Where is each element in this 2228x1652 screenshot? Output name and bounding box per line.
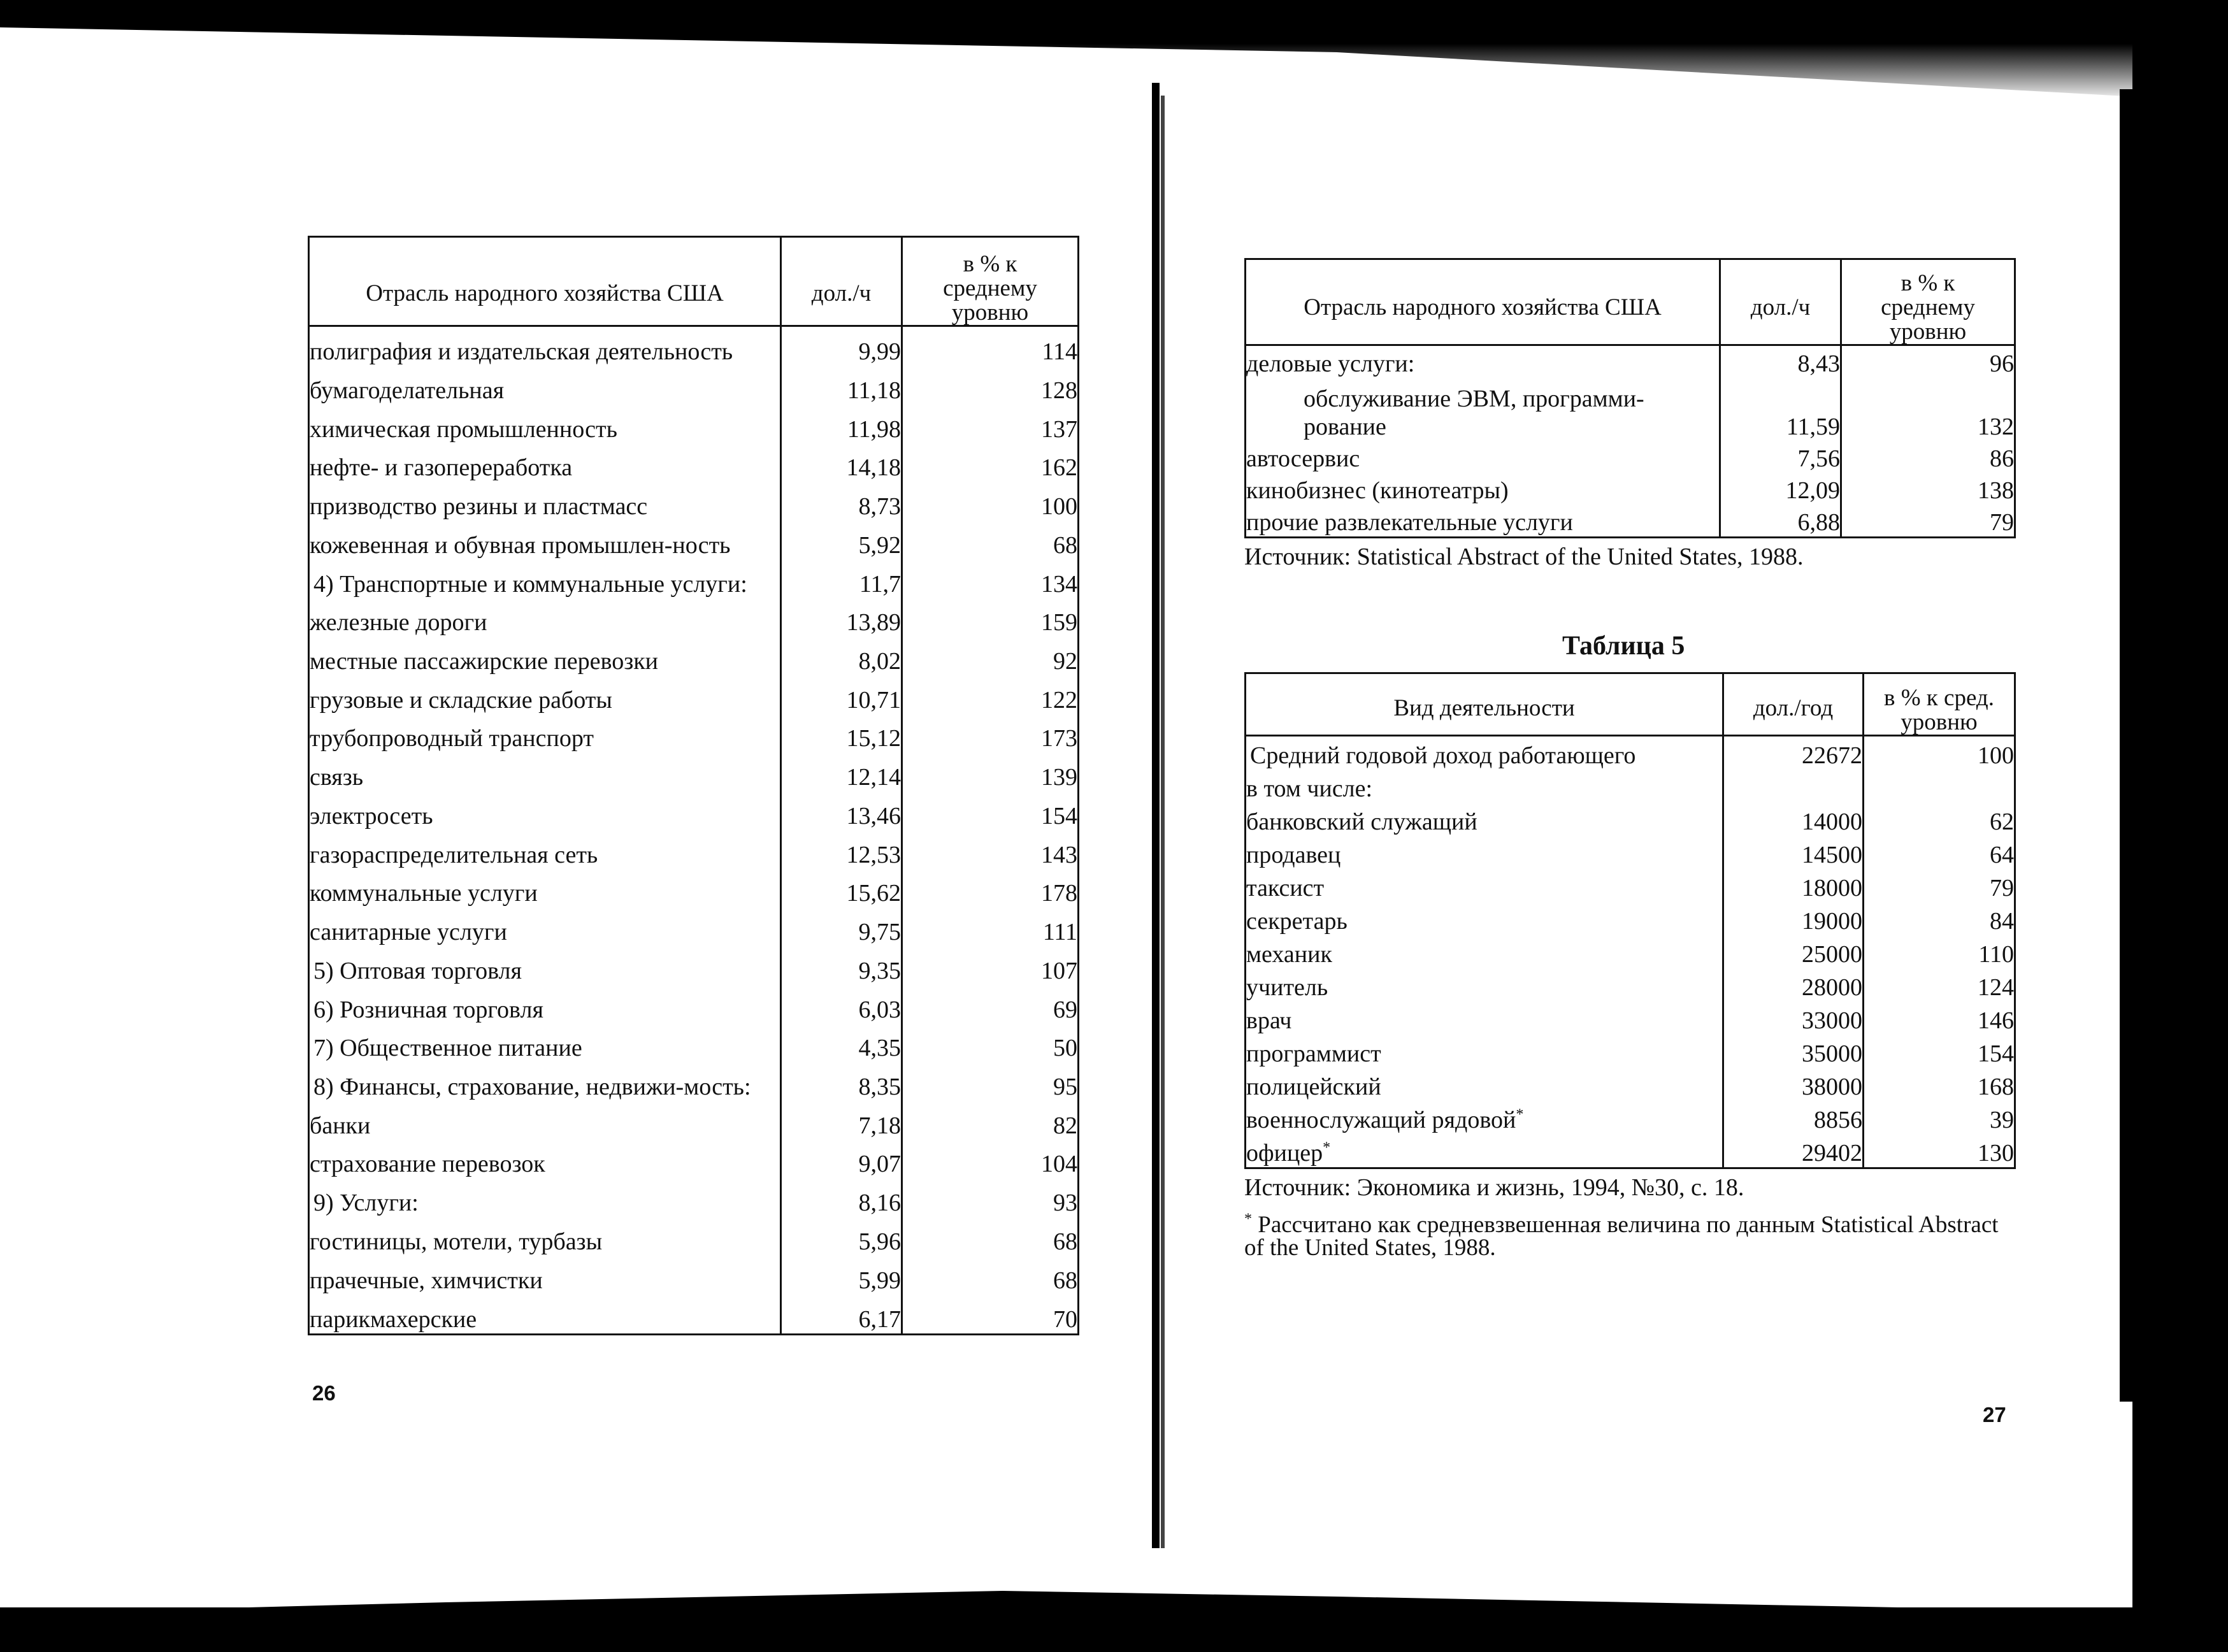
row-label <box>1246 770 1723 803</box>
row-label <box>1246 1002 1723 1035</box>
cell-rate: 8,35 <box>781 1062 902 1101</box>
cell-rate: 11,98 <box>781 405 902 443</box>
row-label <box>1246 1035 1723 1068</box>
left-table-header <box>309 237 1079 326</box>
table-row <box>1246 869 2015 902</box>
cell-pct: 168 <box>1864 1068 2015 1101</box>
row-label <box>1246 803 1723 836</box>
row-label-text: бумагоделательная <box>310 377 505 404</box>
cell-pct: 79 <box>1864 869 2015 902</box>
row-label <box>309 1024 781 1063</box>
table-row <box>1246 345 2015 378</box>
table-row <box>1246 1035 2015 1068</box>
cell-pct: 62 <box>1864 803 2015 836</box>
row-label-text: призводство резины и пластмасс <box>310 493 648 521</box>
cell-pct: 122 <box>902 675 1079 714</box>
table-row <box>309 714 1079 753</box>
table-row <box>309 1178 1079 1217</box>
row-label-text: врач <box>1246 1007 1292 1034</box>
row-label-text: грузовые и складские работы <box>310 686 612 714</box>
cell-pct: 132 <box>1841 378 2015 442</box>
cell-pct: 138 <box>1841 473 2015 505</box>
cell-pct: 82 <box>902 1101 1079 1140</box>
right-table-b-header <box>1246 673 2015 736</box>
row-label-text: таксист <box>1246 875 1325 902</box>
cell-pct: 96 <box>1841 345 2015 378</box>
table-row <box>1246 902 2015 935</box>
row-label <box>1246 1068 1723 1101</box>
cell-pct: 130 <box>1864 1134 2015 1168</box>
table-row <box>1246 836 2015 869</box>
table-row <box>1246 473 2015 505</box>
row-label-text: учитель <box>1246 973 1328 1001</box>
table-row <box>309 675 1079 714</box>
cell-pct: 92 <box>902 636 1079 675</box>
row-label-text: банковский служащий <box>1246 808 1477 836</box>
row-label <box>309 1217 781 1256</box>
table-row <box>1246 1068 2015 1101</box>
table-row <box>309 521 1079 559</box>
table-row <box>1246 378 2015 442</box>
row-label-text: химическая промышленность <box>310 415 617 443</box>
page-number-left: 26 <box>312 1381 336 1405</box>
table-row <box>1246 770 2015 803</box>
table-row <box>1246 441 2015 473</box>
cell-pct: 159 <box>902 598 1079 637</box>
row-label-text: 4) Транспортные и коммунальные услуги: <box>313 570 747 598</box>
table-row <box>309 1062 1079 1101</box>
row-label <box>309 1101 781 1140</box>
row-label-text: банки <box>310 1112 371 1139</box>
table-title: Таблица 5 <box>1562 631 1685 661</box>
row-label <box>309 326 781 366</box>
cell-pct: 107 <box>902 946 1079 985</box>
cell-pct: 128 <box>902 366 1079 405</box>
cell-rate: 9,35 <box>781 946 902 985</box>
row-label <box>1246 1101 1723 1134</box>
cell-income: 35000 <box>1723 1035 1864 1068</box>
table-row <box>309 869 1079 908</box>
row-label-text: 5) Оптовая торговля <box>313 957 522 984</box>
cell-rate: 7,18 <box>781 1101 902 1140</box>
cell-rate: 5,99 <box>781 1256 902 1295</box>
row-label <box>309 598 781 637</box>
col-header-income: дол./год <box>1723 673 1864 736</box>
cell-pct: 162 <box>902 443 1079 482</box>
row-label-text: парикмахерские <box>310 1306 477 1333</box>
row-label <box>309 830 781 869</box>
row-label-text: программист <box>1246 1040 1381 1067</box>
row-label <box>1246 441 1720 473</box>
cell-pct: 104 <box>902 1140 1079 1179</box>
row-label <box>1246 505 1720 537</box>
cell-pct: 154 <box>902 791 1079 830</box>
table-row <box>309 326 1079 366</box>
cell-rate: 10,71 <box>781 675 902 714</box>
row-label-text: железные дороги <box>310 609 487 636</box>
footnote-ref: * <box>1516 1106 1524 1123</box>
table-row <box>309 907 1079 946</box>
table-row <box>309 752 1079 791</box>
row-label-text: 6) Розничная торговля <box>313 996 543 1023</box>
row-label-text: электросеть <box>310 802 433 830</box>
row-label <box>309 907 781 946</box>
cell-rate: 8,02 <box>781 636 902 675</box>
cell-pct: 134 <box>902 559 1079 598</box>
cell-pct: 114 <box>902 326 1079 366</box>
cell-rate: 6,88 <box>1720 505 1841 537</box>
table-row <box>309 559 1079 598</box>
table-row <box>309 636 1079 675</box>
row-label <box>309 482 781 521</box>
col-header-activity: Вид деятельности <box>1246 673 1723 736</box>
cell-income: 28000 <box>1723 968 1864 1002</box>
row-label-text: Средний годовой доход работающего <box>1250 742 1636 770</box>
col-header-rate: дол./ч <box>781 237 902 326</box>
col-header-sector: Отрасль народного хозяйства США <box>1246 259 1720 345</box>
row-label-text: прочие развлекательные услуги <box>1246 509 1573 536</box>
cell-rate: 5,96 <box>781 1217 902 1256</box>
cell-rate: 11,7 <box>781 559 902 598</box>
row-label <box>309 521 781 559</box>
table-row <box>309 946 1079 985</box>
row-label <box>309 1178 781 1217</box>
col-header-pct: в % к среднему уровню <box>1841 259 2015 345</box>
row-label <box>309 559 781 598</box>
table-row <box>1246 1101 2015 1134</box>
footnote-text: Рассчитано как средневзвешенная величина по данным Statistical Abstract of the United States, 1988. <box>1244 1212 1999 1261</box>
col-header-sector: Отрасль народного хозяйства США <box>309 237 781 326</box>
table-row <box>1246 968 2015 1002</box>
table-row <box>1246 505 2015 537</box>
row-label <box>1246 736 1723 770</box>
row-label <box>309 1062 781 1101</box>
cell-rate: 8,73 <box>781 482 902 521</box>
row-label-text: гостиницы, мотели, турбазы <box>310 1228 603 1255</box>
row-label <box>309 752 781 791</box>
cell-pct: 95 <box>902 1062 1079 1101</box>
cell-rate: 4,35 <box>781 1024 902 1063</box>
row-label-text: 9) Услуги: <box>313 1189 419 1217</box>
table-row <box>309 405 1079 443</box>
footnote-ref: * <box>1323 1139 1331 1156</box>
table-row <box>309 1140 1079 1179</box>
row-label <box>1246 902 1723 935</box>
cell-rate: 9,07 <box>781 1140 902 1179</box>
cell-rate: 6,03 <box>781 985 902 1024</box>
table-row <box>1246 803 2015 836</box>
right-table-a-body <box>1246 345 2015 538</box>
row-label <box>309 869 781 908</box>
cell-pct <box>1864 770 2015 803</box>
table-row <box>309 366 1079 405</box>
row-label-text: коммунальные услуги <box>310 880 538 907</box>
scan-edge-right <box>2132 0 2228 1652</box>
cell-rate: 13,46 <box>781 791 902 830</box>
col-header-pct: в % к среднему уровню <box>902 237 1079 326</box>
cell-pct: 124 <box>1864 968 2015 1002</box>
cell-rate: 6,17 <box>781 1295 902 1335</box>
row-label <box>309 946 781 985</box>
cell-pct: 173 <box>902 714 1079 753</box>
cell-pct: 137 <box>902 405 1079 443</box>
table-row <box>1246 1002 2015 1035</box>
col-header-rate: дол./ч <box>1720 259 1841 345</box>
row-label-text: газораспределительная сеть <box>310 841 598 868</box>
cell-rate: 15,12 <box>781 714 902 753</box>
cell-pct: 110 <box>1864 935 2015 968</box>
cell-rate: 7,56 <box>1720 441 1841 473</box>
row-label-text: механик <box>1246 940 1332 968</box>
table-row <box>309 830 1079 869</box>
cell-pct: 68 <box>902 1256 1079 1295</box>
table-row <box>309 1101 1079 1140</box>
cell-income: 18000 <box>1723 869 1864 902</box>
cell-rate: 15,62 <box>781 869 902 908</box>
right-table-a <box>1244 258 2016 538</box>
row-label-text: местные пассажирские перевозки <box>310 648 659 675</box>
cell-pct: 86 <box>1841 441 2015 473</box>
cell-pct: 68 <box>902 521 1079 559</box>
cell-rate: 11,59 <box>1720 378 1841 442</box>
cell-income: 19000 <box>1723 902 1864 935</box>
row-label-text: 8) Финансы, страхование, недвижи-мость: <box>313 1073 751 1100</box>
row-label-text: продавец <box>1246 842 1341 869</box>
cell-income: 14000 <box>1723 803 1864 836</box>
row-label-text: секретарь <box>1246 907 1348 935</box>
footnote <box>1244 1210 2015 1261</box>
cell-rate: 9,99 <box>781 326 902 366</box>
scan-edge-top <box>0 0 2228 96</box>
page-number-right: 27 <box>1983 1403 2006 1426</box>
row-label <box>309 1140 781 1179</box>
book-gutter <box>1152 83 1160 1548</box>
row-label-text: полиграфия и издательская деятельность <box>310 338 733 366</box>
row-label-text: обслуживание ЭВМ, программи-рование <box>1304 385 1644 441</box>
right-table-b-body <box>1246 736 2015 1168</box>
row-label <box>309 1256 781 1295</box>
row-label-text: военнослужащий рядовой <box>1246 1106 1516 1133</box>
table-row <box>309 1256 1079 1295</box>
left-table <box>308 236 1079 1335</box>
cell-income: 14500 <box>1723 836 1864 869</box>
row-label <box>1246 869 1723 902</box>
table-row <box>309 1295 1079 1335</box>
table-row <box>309 443 1079 482</box>
row-label <box>309 366 781 405</box>
row-label <box>309 714 781 753</box>
row-label <box>309 636 781 675</box>
row-label <box>309 405 781 443</box>
row-label-text: 7) Общественное питание <box>313 1035 582 1062</box>
row-label-text: трубопроводный транспорт <box>310 725 594 752</box>
cell-rate: 12,09 <box>1720 473 1841 505</box>
cell-income: 25000 <box>1723 935 1864 968</box>
cell-pct: 143 <box>902 830 1079 869</box>
cell-pct: 154 <box>1864 1035 2015 1068</box>
row-label <box>309 1295 781 1335</box>
cell-rate: 5,92 <box>781 521 902 559</box>
row-label-text: полицейский <box>1246 1073 1381 1100</box>
table-row <box>1246 935 2015 968</box>
row-label <box>1246 345 1720 378</box>
source-note-b: Источник: Экономика и жизнь, 1994, №30, с. 18. <box>1244 1174 1744 1201</box>
row-label-text: автосервис <box>1246 445 1360 473</box>
book-gutter-shadow <box>1161 96 1165 1548</box>
cell-income: 29402 <box>1723 1134 1864 1168</box>
cell-pct: 111 <box>902 907 1079 946</box>
cell-pct: 79 <box>1841 505 2015 537</box>
row-label-text: кожевенная и обувная промышлен-ность <box>310 531 731 559</box>
source-note-a: Источник: Statistical Abstract of the United States, 1988. <box>1244 543 1804 570</box>
cell-income: 8856 <box>1723 1101 1864 1134</box>
cell-pct: 84 <box>1864 902 2015 935</box>
footnote-marker: * <box>1244 1210 1252 1228</box>
page-edge-shadow <box>2120 89 2132 1402</box>
row-label-text: деловые услуги: <box>1246 350 1415 377</box>
cell-pct: 69 <box>902 985 1079 1024</box>
cell-pct: 146 <box>1864 1002 2015 1035</box>
row-label-text: санитарные услуги <box>310 919 507 946</box>
col-header-pct: в % к сред. уровню <box>1864 673 2015 736</box>
row-label <box>309 985 781 1024</box>
cell-pct: 100 <box>902 482 1079 521</box>
row-label-text: прачечные, химчистки <box>310 1267 543 1294</box>
row-label-text: в том числе: <box>1246 775 1373 803</box>
left-table-body <box>309 326 1079 1335</box>
cell-pct: 178 <box>902 869 1079 908</box>
table-row <box>309 1217 1079 1256</box>
cell-rate: 8,43 <box>1720 345 1841 378</box>
cell-pct: 68 <box>902 1217 1079 1256</box>
cell-rate: 13,89 <box>781 598 902 637</box>
cell-pct: 100 <box>1864 736 2015 770</box>
cell-pct: 39 <box>1864 1101 2015 1134</box>
cell-income: 22672 <box>1723 736 1864 770</box>
table-row <box>309 791 1079 830</box>
row-label-text: нефте- и газопереработка <box>310 454 573 482</box>
cell-pct: 70 <box>902 1295 1079 1335</box>
row-label <box>309 791 781 830</box>
right-table-a-header <box>1246 259 2015 345</box>
cell-income: 38000 <box>1723 1068 1864 1101</box>
right-table-b <box>1244 672 2016 1169</box>
row-label-text: кинобизнес (кинотеатры) <box>1246 477 1509 505</box>
table-row <box>309 598 1079 637</box>
cell-pct: 93 <box>902 1178 1079 1217</box>
table-row <box>309 482 1079 521</box>
table-row <box>309 1024 1079 1063</box>
row-label-text: связь <box>310 764 364 791</box>
cell-rate: 8,16 <box>781 1178 902 1217</box>
cell-pct: 139 <box>902 752 1079 791</box>
cell-rate: 9,75 <box>781 907 902 946</box>
row-label-text: офицер <box>1246 1140 1323 1167</box>
row-label <box>1246 935 1723 968</box>
row-label <box>1246 968 1723 1002</box>
cell-pct: 64 <box>1864 836 2015 869</box>
cell-income: 33000 <box>1723 1002 1864 1035</box>
row-label <box>1246 836 1723 869</box>
cell-rate: 11,18 <box>781 366 902 405</box>
table-row <box>1246 1134 2015 1168</box>
row-label <box>1246 473 1720 505</box>
cell-rate: 12,14 <box>781 752 902 791</box>
row-label <box>1246 1134 1723 1168</box>
row-label-text: страхование перевозок <box>310 1151 545 1178</box>
scan-edge-bottom <box>0 1607 2228 1652</box>
table-row <box>309 985 1079 1024</box>
row-label <box>1246 378 1720 442</box>
cell-pct: 50 <box>902 1024 1079 1063</box>
cell-rate: 14,18 <box>781 443 902 482</box>
table-row <box>1246 736 2015 770</box>
row-label <box>309 443 781 482</box>
row-label <box>309 675 781 714</box>
cell-rate: 12,53 <box>781 830 902 869</box>
cell-income <box>1723 770 1864 803</box>
